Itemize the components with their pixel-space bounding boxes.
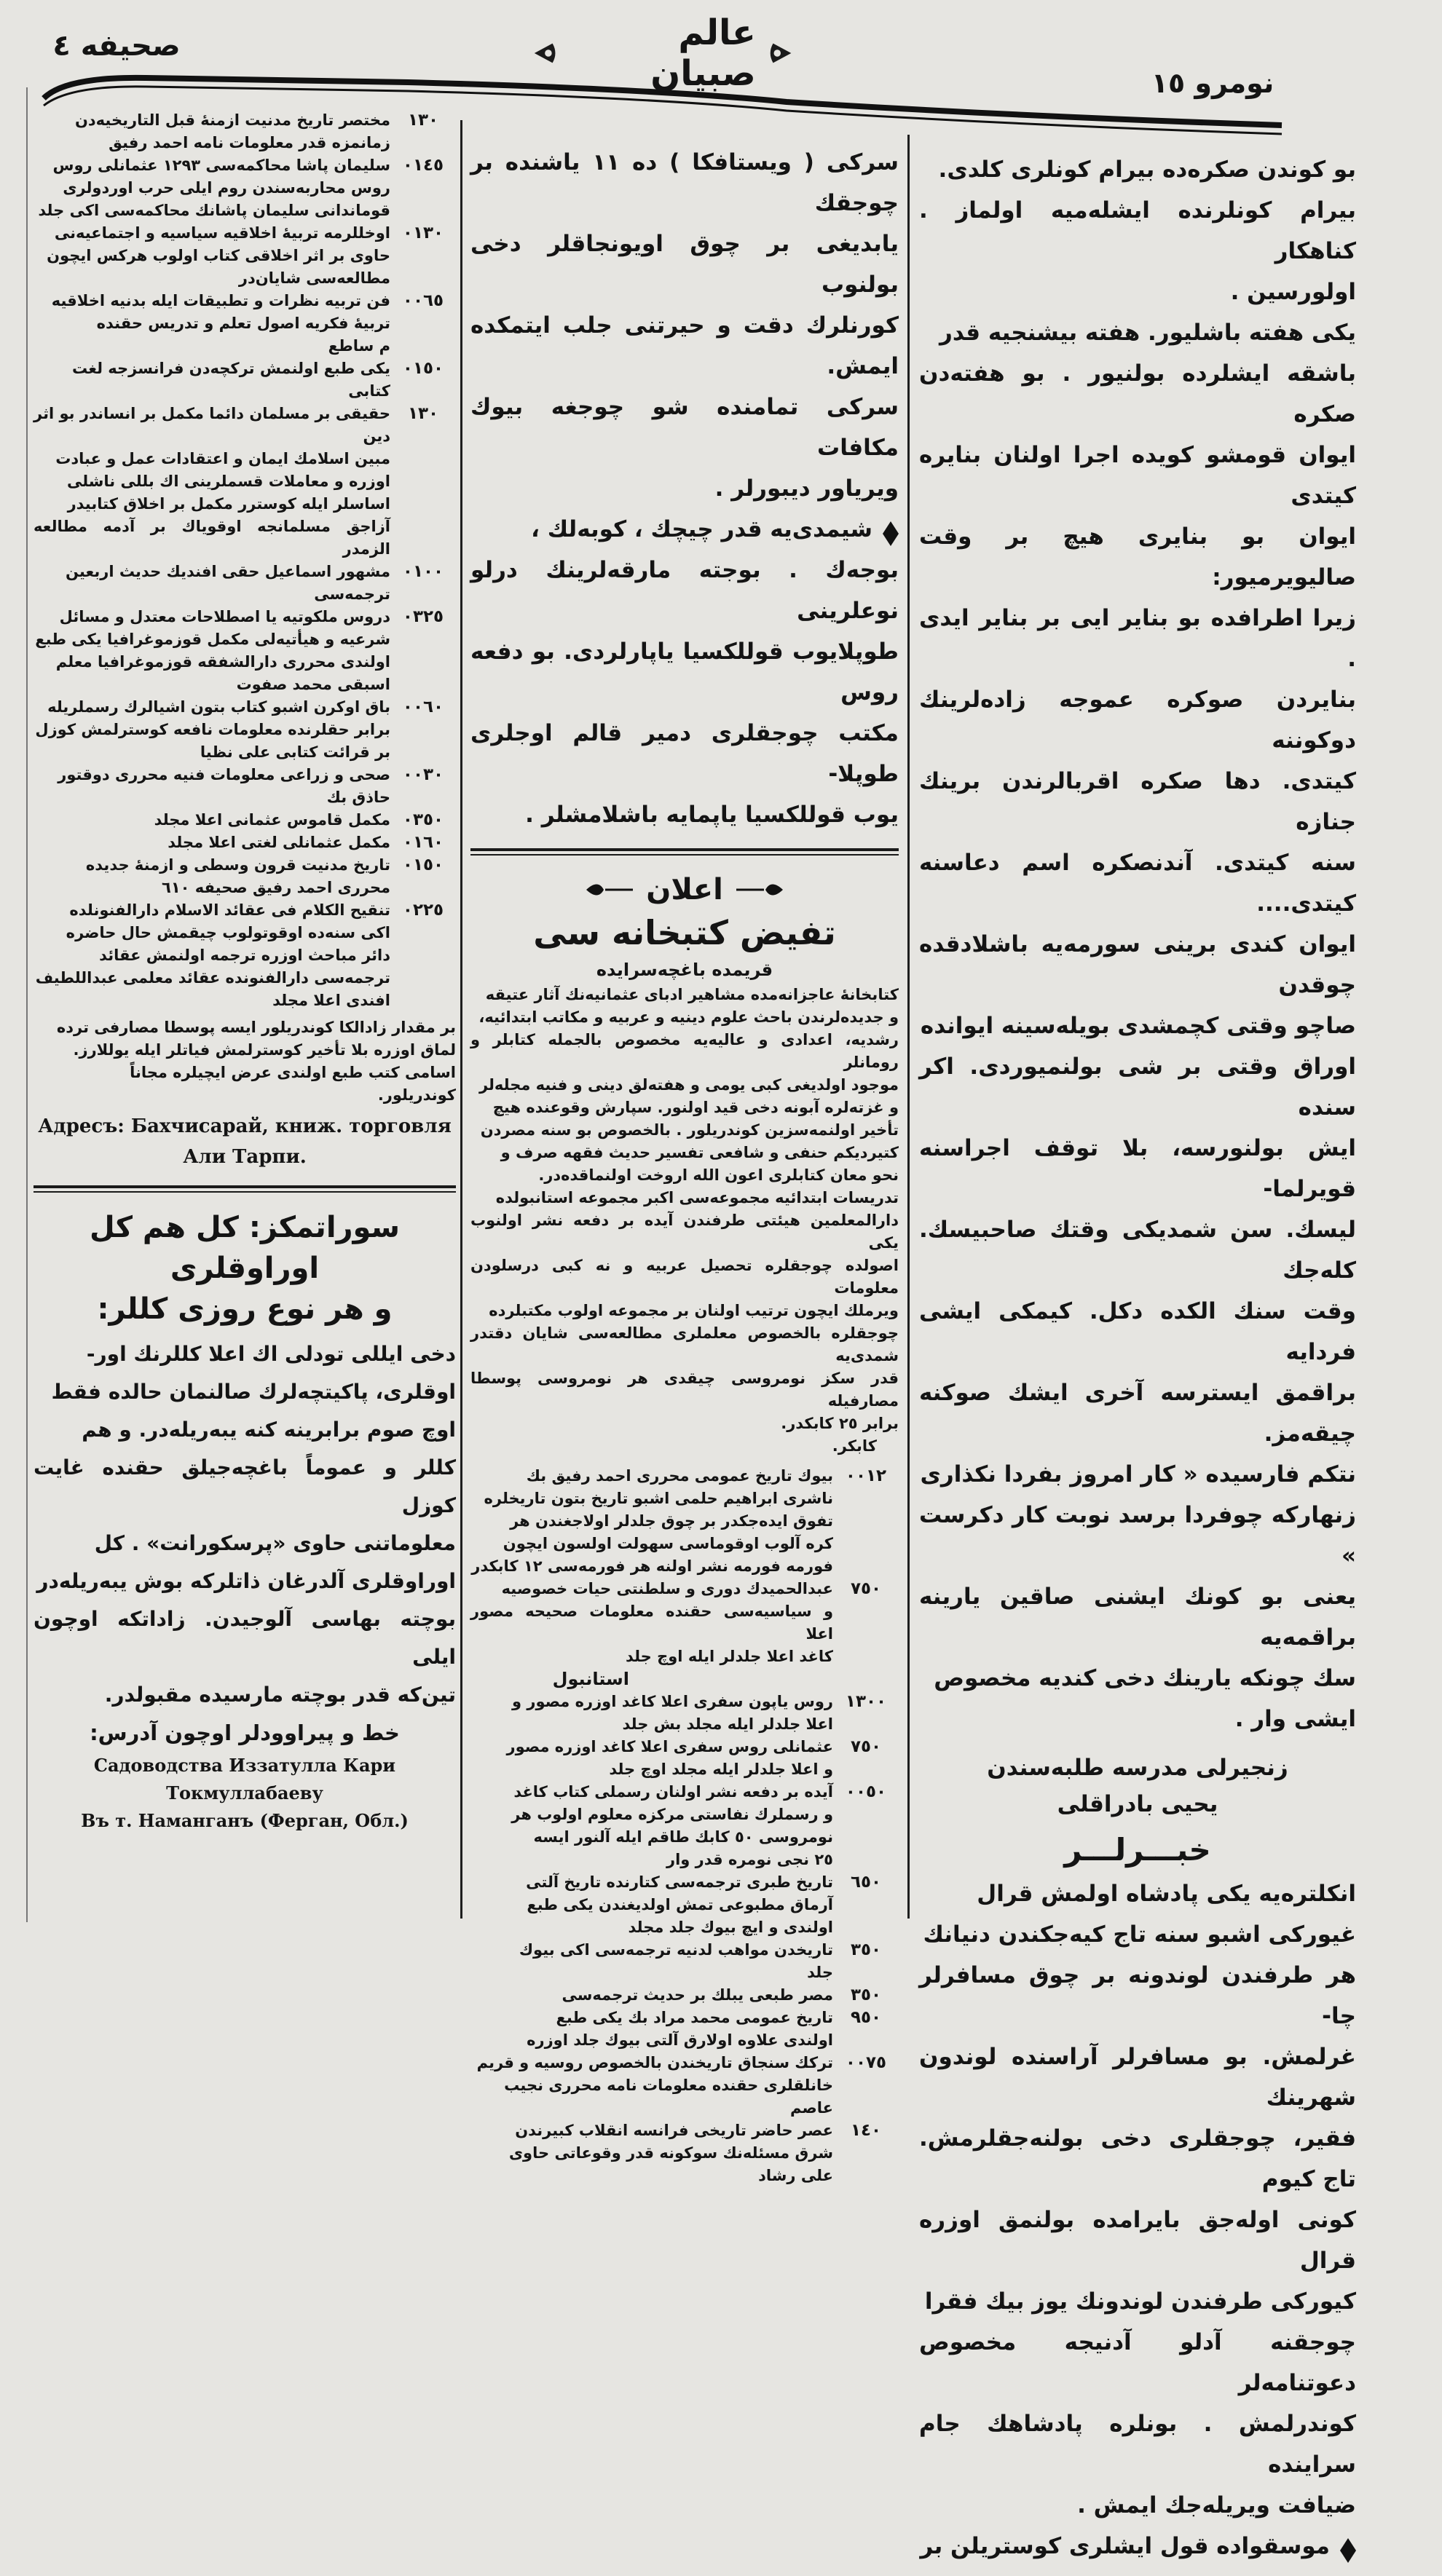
text-line: و غزته‌لره آبونه دخى قيد اولنور. سپارش وقوعنده هيچ — [492, 1099, 899, 1116]
text-line: ناشرى ابراهيم حلمى اشبو تاريخ بتون تاريخلره — [484, 1490, 833, 1507]
text-line: لماق اوزره بلا تأخير كوسترلمش فياتلر ايله يوللارز. — [73, 1041, 456, 1059]
flower-ad-address-heading: خط و پيراوودلر اوچون آدرس: — [90, 1720, 400, 1745]
news-section — [919, 1873, 1356, 2567]
book-price: ٠٠٣٠ — [402, 765, 444, 784]
text-line: ترجمه‌سى دارالفنونده عقائد معلمى عبداللطيف — [35, 969, 390, 987]
text-line: چوجقلره بالخصوص معلملرى مطالعه‌سى شايان دقتدر شمدى‌يه — [470, 1324, 899, 1364]
text-line: ايشى وار . — [1234, 1706, 1356, 1732]
book-list-item — [470, 1578, 899, 1668]
book-price: ٣٥٠ — [850, 1986, 882, 2004]
book-price: ٠٠٧٥ — [845, 2053, 887, 2072]
book-list-item — [470, 1668, 899, 1691]
bookstore-location: قريمده باغچه‌سرايده — [596, 960, 773, 980]
left-flourish-icon — [766, 39, 794, 68]
text-line: دارالمعلمين هيئتى طرفندن آيده بر دفعه نشر اولنوب يكى — [470, 1212, 899, 1252]
book-list-item — [34, 809, 456, 831]
book-price: ٠١٥٠ — [402, 359, 444, 378]
book-description — [34, 290, 390, 357]
section-subheading: استانبول — [552, 1669, 629, 1689]
text-line: تاريخدن مواهب لدنيه ترجمه‌سى اكى بيوك — [519, 1941, 833, 1959]
book-description — [470, 1781, 833, 1871]
text-line: بنايردن صوكره عموجه زاده‌لرينك دوكوننه — [919, 687, 1356, 754]
text-line: تاريخ مدنيت قرون وسطى و ازمنهٔ جديده — [85, 856, 390, 874]
right-column — [919, 149, 1356, 2567]
book-description — [470, 1691, 833, 1736]
book-price: ٠٠١٢ — [845, 1466, 887, 1485]
text-line: تأخير اولنمه‌سزين كوندريلور . بالخصوص بو سنه مصردن — [480, 1121, 899, 1139]
text-line: زيرا اطرافده بو بناير ايى بر بناير ايدى . — [919, 605, 1356, 672]
text-line: بوچته بهاسى آلوجيدن. زاداتكه اوچون ايلى — [34, 1607, 456, 1669]
book-description — [34, 222, 390, 290]
text-line: ليسك. سن شمديكى وقتك صاحبيسك. كله‌جك — [919, 1217, 1356, 1284]
address-line: Въ т. Наманганъ (Ферган, Обл.) — [81, 1810, 409, 1831]
text-line: چوجقنه آدلو آدنيجه مخصوص دعوتنامه‌لر — [919, 2329, 1356, 2396]
text-line: سركى ( ويستافكا ) ده ١١ ياشنده بر چوجقك — [470, 149, 899, 216]
text-line: وقت سنك الكده دكل. كيمكى ايشى فردايه — [919, 1298, 1356, 1365]
book-list-item — [470, 1781, 899, 1871]
text-line — [470, 509, 899, 550]
text-line: باق اوكرن اشبو كتاب بتون اشيالرك رسملريله — [47, 698, 390, 716]
text-line: روس ياپون سفرى اعلا كاغد اوزره مصور و — [511, 1693, 833, 1710]
book-list-item — [34, 606, 456, 696]
diamond-ornament-icon — [1340, 2535, 1356, 2560]
text-line: كيتدى. دها صكره اقربالرندن برينك جنازه — [919, 768, 1356, 835]
middle-column — [470, 142, 899, 2187]
text-line: كاغد اعلا جلدلر ايله اوچ جلد — [625, 1648, 833, 1665]
text-line: موجود اولديغى كبى يومى و هفته‌لق دينى و فنيه مجله‌لر — [478, 1076, 899, 1094]
book-description — [470, 1984, 833, 2007]
book-list-item — [34, 290, 456, 357]
text-line: م ساطع — [328, 337, 390, 355]
flower-ad-body — [34, 1335, 456, 1714]
book-price: ١٣٠٠ — [845, 1692, 887, 1711]
text-line: اولندى علاوه اولارق آلتى بيوك جلد اوزره — [527, 2031, 833, 2049]
text-line: اكى سنه‌ده اوقوتولوب چيقمش حال حاضره — [66, 924, 390, 941]
book-list-footer — [34, 1016, 456, 1107]
book-price — [833, 1668, 899, 1691]
text-line: بيوك تاريخ عمومى محررى احمد رفيق بك — [526, 1467, 833, 1485]
text-line: صحى و زراعى معلومات فنيه محررى دوقتور — [58, 766, 390, 783]
book-price: ٠١٤٥ — [402, 156, 444, 175]
text-line: زنجيرلى مدرسه طلبه‌سندن — [987, 1755, 1288, 1781]
book-list-item — [34, 222, 456, 290]
text-line: اسبقى محمد صفوت — [236, 676, 390, 693]
book-price: ٠٣٥٠ — [402, 810, 444, 829]
text-line: مصر طبعى يبلك بر حديث ترجمه‌سى — [562, 1986, 833, 2004]
section-divider — [34, 1185, 456, 1193]
book-description — [34, 403, 390, 561]
text-line: جلد — [807, 1964, 833, 1981]
text-line: اوزره و معاملات قسملرينى اك بللى ناشلى — [66, 473, 390, 490]
text-line: كتابى — [348, 382, 390, 400]
section-divider — [470, 848, 899, 856]
text-line: مبين اسلامك ايمان و اعتقادات عمل و عبادت — [55, 450, 390, 467]
text-line: اوخللرمه تربيهٔ اخلاقيه سياسيه و اجتماعيه‌نى — [54, 224, 390, 242]
text-line: كورنلرك دقت و حيرتنى جلب ايتمكده ايمش. — [470, 312, 899, 379]
text-line: معلوماتنى حاوى «پرسكورانت» . كل — [94, 1531, 456, 1555]
address-line: Али Тарпи. — [183, 1146, 307, 1168]
text-line: تنقيح الكلام فى عقائد الاسلام دارالفنونلده — [69, 901, 390, 919]
left-flourish-icon — [735, 879, 786, 901]
book-list-item — [470, 1736, 899, 1781]
book-price: ١٣٠ — [407, 111, 439, 130]
book-price: ٠٢٢٥ — [402, 901, 444, 920]
text-line: ايوان بو بنايرى هيچ بر وقت صاليويرميور: — [919, 524, 1356, 590]
text-line: تفوق ايده‌جكدر بر چوق جلدلر اولاجغندن هر — [510, 1512, 833, 1530]
book-list-item — [470, 1871, 899, 1939]
right-column-article — [919, 149, 1356, 1739]
text-line: يكى هفته باشليور. هفته بيشنجيه قدر — [939, 320, 1356, 346]
book-description — [34, 809, 390, 831]
text-line: كيوركى طرفندن لوندونك يوز بيك فقرا — [924, 2288, 1356, 2315]
book-list-item — [34, 854, 456, 899]
book-price: ٣٥٠ — [850, 1940, 882, 1959]
text-line: ايوان كندى برينى سورمه‌يه باشلادقده چوقدن — [919, 931, 1356, 998]
right-flourish-icon — [583, 879, 634, 901]
text-line: على رشاد — [758, 2167, 833, 2184]
book-price: ٠١٠٠ — [402, 562, 444, 581]
text-line: سركى تمامنده شو چوجغه بيوك مكافات — [470, 394, 899, 461]
announcement-title-text: اعلان — [646, 873, 723, 906]
announcement-note: كابكر. — [832, 1437, 877, 1455]
book-list-item — [34, 899, 456, 1012]
book-list-item — [470, 1691, 899, 1736]
text-line: مشهور اسماعيل حقى افنديك حديث اربعين — [66, 563, 390, 580]
text-line: رشديه، اعدادى و عاليه‌يه مخصوص بالجمله كتابلر و رومانلر — [470, 1031, 899, 1071]
address-line: Садоводства Иззатулла Кари Токмуллабаеву — [93, 1755, 396, 1803]
text-line: كتيرديكم حنفى و شافعى تفسير حديث فقهه صرف و — [500, 1144, 899, 1161]
book-list-item — [34, 109, 456, 154]
left-column — [34, 109, 456, 1835]
bookstore-name: تفيض كتبخانه سى — [533, 913, 836, 952]
text-line: يابديغى بر چوق اويونجاقلر دخى بولنوب — [470, 231, 899, 298]
text-line: كونى اوله‌جق بايرامده بولنمق اوزره قرال — [919, 2207, 1356, 2274]
book-description — [470, 2119, 833, 2187]
book-description — [34, 899, 390, 1012]
text-line: تاريخ عمومى محمد مراد بك يكى طبع — [556, 2009, 833, 2026]
text-line: نومروسى ٥٠ كابك طاقم ايله آلنور ايسه — [533, 1828, 833, 1846]
book-price: ٠١٣٠ — [402, 224, 444, 242]
book-price: ٠٣٢٥ — [402, 607, 444, 626]
text-line: تاريخ طبرى ترجمه‌سى كتارنده تاريخ آلتى — [526, 1873, 833, 1891]
book-list-item — [470, 1984, 899, 2007]
book-price: ٠١٥٠ — [402, 856, 444, 874]
text-line: آزاجق مسلمانجه اوقوياك بر آدمه مطالعه الزمدر — [34, 518, 390, 558]
book-description — [470, 1736, 833, 1781]
text-line: قدر سكز نومروسى چيقدى هر نومروسى پوسطا مصارفيله — [470, 1370, 899, 1410]
book-description — [470, 1871, 833, 1939]
right-flourish-icon — [532, 39, 559, 68]
left-book-list — [34, 109, 456, 1012]
text-line: كره آلوب اوقوماسى سهولت اولسون ايچون — [503, 1535, 833, 1552]
article-signature — [919, 1750, 1356, 1822]
text-line: طوپلايوب قوللكسيا ياپارلردى. بو دفعه روس — [470, 639, 899, 706]
text-line: خانلقلرى حقنده معلومات نامه محررى نجيب — [504, 2077, 833, 2094]
text-line: شرعيه و هيأتيه‌لى مكمل قوزموغرافيا يكى طبع — [35, 631, 390, 648]
text-line: سنه كيتدى. آندنصكره اسم دعاسنه كيتدى.... — [919, 850, 1356, 917]
text-line: نحو معان كتابلرى اعون الله اروخت اولنماقده‌در. — [538, 1166, 899, 1184]
book-description — [470, 1668, 833, 1691]
book-price: ٠٠٦٠ — [402, 698, 444, 716]
text-line: انكلتره‌يه يكى پادشاه اولمش قرال — [977, 1881, 1356, 1907]
text-line: زمانمزه قدر معلومات نامه احمد رفيق — [109, 134, 390, 151]
masthead-title — [532, 12, 794, 94]
flower-ad-address — [34, 1752, 456, 1835]
text-line: فورمه فورمه نشر اولنه هر فورمه‌سى ١٢ كابكدر — [471, 1557, 833, 1575]
text-line: بر مقدار زادالكا كوندريلور ايسه پوسطا مصارفى ترده — [56, 1019, 456, 1036]
text-line: دروس ملكوتيه يا اصطلاحات معتدل و مسائل — [59, 608, 390, 625]
text-line: يوب قوللكسيا ياپمايه باشلامشلر . — [525, 802, 899, 828]
book-list-item — [470, 2007, 899, 2052]
book-description — [470, 1578, 833, 1668]
book-description — [34, 831, 390, 854]
text-line: اوچ صوم برابرينه كنه يبه‌ريله‌در. و هم — [82, 1418, 456, 1442]
address-line: Адресъ: Бахчисарай, книж. торговля — [38, 1115, 452, 1137]
text-line: اساسلر ايله كوسترر مكمل بر اخلاق كتابيدر — [67, 495, 390, 513]
text-line: باشقه ايشلرده بولنيور . بو هفته‌دن صكره — [919, 360, 1356, 427]
text-line: مختصر تاريخ مدنيت ازمنهٔ قبل التاريخيه‌دن — [74, 111, 390, 129]
text-line: و جديده‌لرندن باحث علوم دينيه و عربيه و مكاتب ابتدائيه، — [478, 1008, 899, 1026]
page-edge — [26, 87, 28, 1922]
text-line: ويرياور ديبورلر . — [714, 475, 899, 502]
book-description — [470, 1465, 833, 1578]
book-list-item — [470, 1465, 899, 1578]
text-line: صاچو وقتى كچمشدى بويله‌سينه ايوانده — [920, 1013, 1356, 1039]
text-line: افندى اعلا مجلد — [272, 992, 390, 1009]
text-line: تين‌كه قدر بوچته مارسيده مقبولدر. — [104, 1683, 456, 1707]
text-line: مكمل قاموس عثمانى اعلا مجلد — [154, 811, 390, 829]
book-list-item — [34, 696, 456, 764]
text-line: اعلا جلدلر ايله مجلد بش جلد — [622, 1715, 833, 1733]
book-list-item — [470, 2052, 899, 2119]
book-price: ٠٠٦٥ — [402, 291, 444, 310]
text-line: دائر مباحث اوزره ترجمه اولنمش عقائد — [99, 947, 390, 964]
book-description — [470, 2052, 833, 2119]
text-line: هر طرفندن لوندونه بر چوق مسافرلر چا- — [919, 1962, 1356, 2029]
text-line: و اعلا جلدلر ايله مجلد اوچ جلد — [609, 1761, 833, 1778]
text-line: اولورسين . — [1230, 279, 1356, 305]
book-description — [34, 606, 390, 696]
text-line: و رسملرك نفاستى مركزه معلوم اولوب هر — [511, 1806, 833, 1823]
text-line: برابر ٢٥ كابكدر. — [781, 1415, 899, 1432]
book-list-item — [34, 831, 456, 854]
text-line-content: شيمدى‌يه قدر چيچك ، كوبه‌لك ، — [531, 516, 872, 542]
text-line: روس محاربه‌سندن روم ايلى حرب اوردولرى — [63, 179, 390, 197]
text-line: اصولده چوجقلره تحصيل عربيه و نه كبى درسلودن معلومات — [470, 1257, 899, 1297]
text-line: نتكم فارسيده « كار امروز بفردا نكذارى — [920, 1461, 1356, 1487]
text-line: و هر نوع روزى كللر: — [97, 1292, 393, 1326]
book-description — [470, 1939, 833, 1984]
text-line: اوراوقلرى آلدرغان ذاتلركه بوش يبه‌ريله‌در — [36, 1569, 456, 1593]
page-number-label: صحيفه ٤ — [52, 29, 181, 63]
text-line: قوماندانى سليمان پاشانك محاكمه‌سى اكى جلد — [38, 202, 390, 219]
text-line: آرماق مطبوعى تمش اولديغندن يكى طبع — [527, 1896, 833, 1913]
column-divider — [907, 135, 910, 1919]
column-divider — [460, 120, 462, 1919]
book-description — [34, 154, 390, 222]
book-description — [470, 2007, 833, 2052]
text-line: محررى احمد رفيق صحيفه ٦١٠ — [162, 879, 390, 896]
bookstore-address — [34, 1111, 456, 1172]
text-line: سوراتمكز: كل هم كل اوراوقلرى — [90, 1211, 400, 1285]
text-line: براقمق ايسترسه آخرى ايشك صوكنه چيقه‌مز. — [919, 1380, 1356, 1447]
text-line: اسامى كتب طبع اولندى عرض ايچيلره مجاناً — [130, 1064, 456, 1081]
text-line: تربيهٔ فكريه اصول تعلم و تدريس حقنده — [96, 315, 390, 332]
text-line: اوقلرى، پاكيتچه‌لرك صالنمان حالده فقط — [51, 1380, 456, 1404]
text-line-content: موسقواده قول ايشلرى كوستريلن بر — [920, 2533, 1330, 2559]
text-line: و سياسيه‌سى حقنده معلومات صحيحه مصور اعلا — [470, 1603, 833, 1643]
flower-ad-title — [34, 1207, 456, 1330]
news-heading: خبـــرلـــر — [1064, 1832, 1211, 1868]
announcement-intro — [470, 984, 899, 1435]
text-line: ايوان قومشو كويده اجرا اولنان بنايره كيتدى — [919, 442, 1356, 509]
text-line: شرق مسئله‌نك سوكونه قدر وقوعاتى حاوى — [508, 2144, 833, 2162]
text-line: حاذق بك — [326, 789, 390, 806]
text-line: بر قرائت كتابى على نظيا — [200, 743, 390, 761]
text-line: فن تربيه نظرات و تطبيقات ايله بدنيه اخلاقيه — [51, 292, 390, 309]
text-line: اوراق وقتى بر شى بولنميوردى. اكر سنده — [919, 1054, 1356, 1121]
text-line: تركك سنجاق تاريخندن بالخصوص روسيه و قريم — [476, 2054, 833, 2071]
book-price: ١٤٠ — [850, 2121, 882, 2140]
text-line: فقير، چوجقلرى دخى بولنه‌جقلرمش. تاج كيوم — [919, 2125, 1356, 2192]
text-line: بوجه‌ك . بوجته مارقه‌لرينك درلو نوعلرينى — [470, 557, 899, 624]
book-price: ٠١٦٠ — [402, 833, 444, 852]
book-list-item — [34, 154, 456, 222]
book-price: ٠٠٥٠ — [845, 1782, 887, 1801]
book-list-item — [34, 764, 456, 809]
text-line: تدريسات ابتدائيه مجموعه‌سى اكبر مجموعه استانبولده — [495, 1189, 899, 1206]
text-line: دخى ايللى تودلى اك اعلا كللرنك اور- — [86, 1342, 456, 1366]
text-line: بو كوندن صكره‌ده بيرام كونلرى كلدى. — [938, 157, 1356, 183]
book-price: ٦٥٠ — [850, 1873, 882, 1892]
diamond-ornament-icon — [883, 518, 899, 543]
text-line: يكى طبع اولنمش تركچه‌دن فرانسزجه لغت — [72, 360, 390, 377]
text-line: يحيى بادراقلى — [1057, 1791, 1218, 1817]
text-line: عبدالحميدك دورى و سلطنتى حيات خصوصيه — [501, 1580, 833, 1597]
middle-column-article — [470, 142, 899, 835]
book-description — [34, 109, 390, 154]
text-line: ويرملك ايچون ترتيب اولنان بر مجموعه اولوب مكتبلرده — [489, 1302, 899, 1319]
book-list-item — [34, 561, 456, 606]
text-line: ٢٥ نجى نومره قدر وار — [666, 1851, 833, 1868]
text-line: مكمل عثمانلى لغتى اعلا مجلد — [168, 834, 390, 851]
text-line: اولندى محررى دارالشفقه قوزموغرافيا معلم — [55, 653, 390, 671]
text-line: سليمان پاشا محاكمه‌سى ١٢٩٣ عثمانلى روس — [52, 157, 390, 174]
book-description — [34, 696, 390, 764]
text-line: عاصم — [790, 2099, 833, 2117]
text-line: غرلمش. بو مسافرلر آراسنده لوندون شهرينك — [919, 2044, 1356, 2111]
text-line: يعنى بو كونك ايشنى صاقين يارينه براقمه‌يه — [919, 1584, 1356, 1651]
text-line: كتابخانهٔ عاجزانه‌مده مشاهير ادباى عثمانيه‌نك آثار عتيقه — [485, 986, 899, 1003]
text-line: اولندى و ايچ بيوك جلد مجلد — [628, 1919, 833, 1936]
book-list-item — [34, 403, 456, 561]
book-price: ٧٥٠ — [850, 1737, 882, 1756]
text-line: ضيافت ويريله‌جك ايمش . — [1077, 2492, 1356, 2518]
book-list-item — [470, 1939, 899, 1984]
text-line: ترجمه‌سى — [314, 585, 390, 603]
book-price: ٧٥٠ — [850, 1579, 882, 1598]
text-line: بيرام كونلرنده ايشله‌ميه اولماز . كناهكار — [919, 197, 1356, 264]
book-description — [34, 561, 390, 606]
announcement-title — [470, 870, 899, 909]
text-line: ايش بولنورسه، بلا توقف اجراسنه قويرلما- — [919, 1135, 1356, 1202]
masthead-title-text: عالم صبيان — [650, 12, 756, 94]
issue-number-label: نومرو ١٥ — [1151, 67, 1274, 99]
text-line: مكتب چوجقلرى دمير قالم اوجلرى طوپلا- — [470, 720, 899, 787]
text-line: عصر حاضر تاريخى فرانسه انقلاب كبيرندن — [515, 2122, 833, 2139]
book-list-item — [470, 2119, 899, 2187]
announcement-book-list — [470, 1465, 899, 2187]
book-price: ٩٥٠ — [850, 2008, 882, 2027]
book-description — [34, 764, 390, 809]
text-line: برابر حقلرنده معلومات نافعه كوسترلمش كوزل — [35, 721, 390, 738]
book-description — [34, 854, 390, 899]
text-line: عثمانلى روس سفرى اعلا كاغد اوزره مصور — [506, 1738, 833, 1755]
text-line: كوندرلمش . بونلره پادشاهك جام سراينده — [919, 2411, 1356, 2478]
book-description — [34, 357, 390, 403]
text-line: سك چونكه يارينك دخى كنديه مخصوص — [934, 1665, 1356, 1691]
text-line — [919, 2526, 1356, 2567]
text-line: حاوى بر اثر اخلاقى كتاب اولوب هركس ايچون — [47, 247, 390, 264]
text-line: غيوركى اشبو سنه تاج كيه‌جكندن دنيانك — [923, 1921, 1356, 1948]
text-line: كللر و عموماً باغچه‌جيلق حقنده غايت كوزل — [34, 1455, 456, 1517]
text-line: مطالعه‌سى شايان‌در — [238, 269, 390, 287]
text-line: زنهاركه چوفردا برسد نوبت كار دكرست » — [919, 1502, 1356, 1569]
book-price: ١٣٠ — [407, 404, 439, 423]
text-line: آيده بر دفعه نشر اولنان رسملى كتاب كاغد — [513, 1783, 833, 1801]
text-line: كوندريلور. — [377, 1086, 456, 1104]
text-line: حقيقى بر مسلمان دائما مكمل بر انساندر بو اثر دين — [34, 405, 390, 445]
book-list-item — [34, 357, 456, 403]
